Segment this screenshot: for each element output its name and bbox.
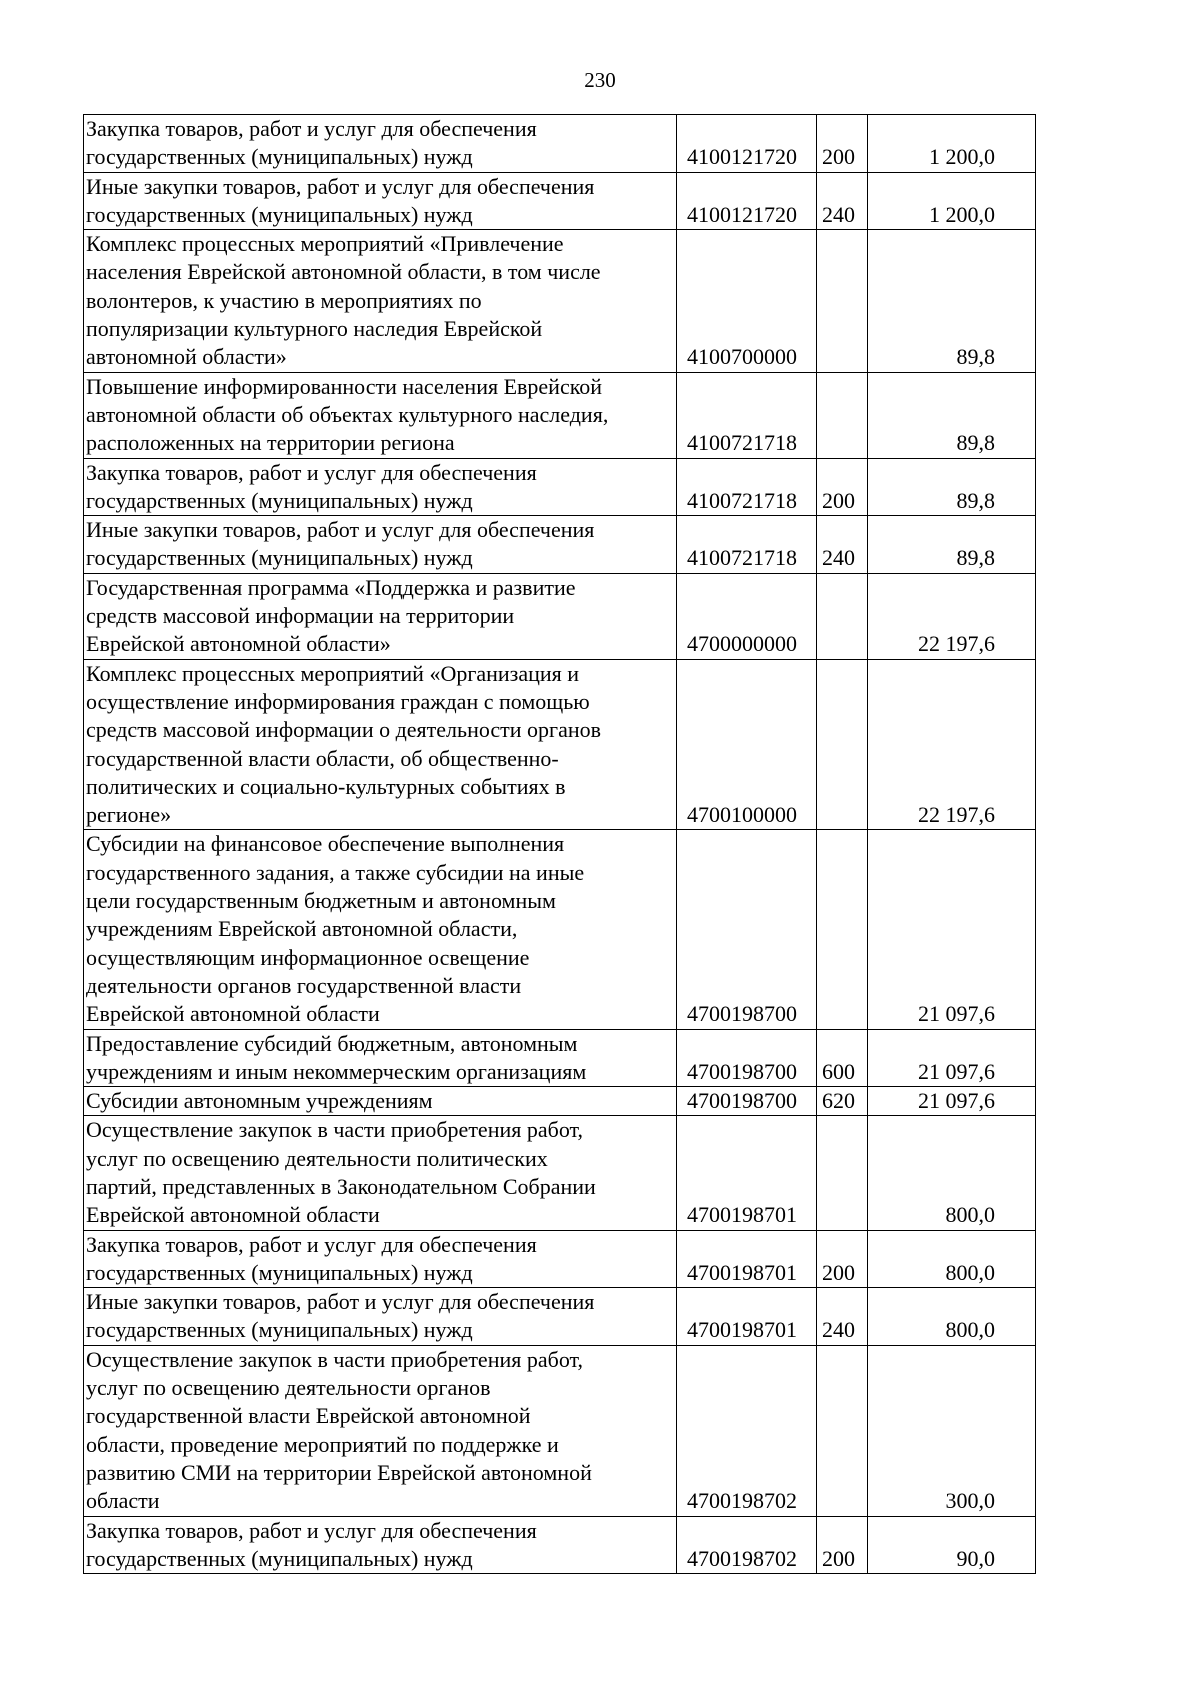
expense-type-cell: 240 xyxy=(817,1288,868,1346)
item-name-cell: Повышение информированности населения Еврейской автономной области об объектах культурного наследия, расположенных на территории региона xyxy=(84,372,677,458)
amount-cell: 21 097,6 xyxy=(868,1029,1036,1087)
target-code-cell: 4700198701 xyxy=(677,1116,817,1230)
amount-cell: 1 200,0 xyxy=(868,172,1036,230)
table-row xyxy=(84,230,1036,372)
item-name-cell: Комплекс процессных мероприятий «Привлечение населения Еврейской автономной области, в том числе волонтеров, к участию в мероприятиях по популяризации культурного наследия Еврейской автономной области» xyxy=(84,230,677,372)
expense-type-cell: 620 xyxy=(817,1087,868,1116)
expense-type-cell xyxy=(817,830,868,1029)
target-code-cell: 4700100000 xyxy=(677,659,817,830)
table-row xyxy=(84,1116,1036,1230)
expense-type-cell: 600 xyxy=(817,1029,868,1087)
target-code-cell: 4700000000 xyxy=(677,573,817,659)
table-row xyxy=(84,516,1036,574)
expense-type-cell: 200 xyxy=(817,458,868,516)
item-name-cell: Осуществление закупок в части приобретения работ, услуг по освещению деятельности органов государственной власти Еврейской автономной области, проведение мероприятий по поддержке и развитию СМИ на территории Еврейской автономной области xyxy=(84,1345,677,1516)
table-row xyxy=(84,830,1036,1029)
table-row xyxy=(84,1029,1036,1087)
item-name-cell: Осуществление закупок в части приобретения работ, услуг по освещению деятельности политических партий, представленных в Законодательном Собрании Еврейской автономной области xyxy=(84,1116,677,1230)
item-name-cell: Иные закупки товаров, работ и услуг для обеспечения государственных (муниципальных) нужд xyxy=(84,1288,677,1346)
table-row xyxy=(84,1087,1036,1116)
item-name-cell: Иные закупки товаров, работ и услуг для обеспечения государственных (муниципальных) нужд xyxy=(84,172,677,230)
budget-table xyxy=(83,114,1036,1574)
expense-type-cell xyxy=(817,1345,868,1516)
table-row xyxy=(84,115,1036,173)
page-number: 230 xyxy=(584,68,616,92)
target-code-cell: 4100700000 xyxy=(677,230,817,372)
target-code-cell: 4700198700 xyxy=(677,1087,817,1116)
item-name-cell: Государственная программа «Поддержка и развитие средств массовой информации на территории Еврейской автономной области» xyxy=(84,573,677,659)
table-row xyxy=(84,659,1036,830)
target-code-cell: 4700198702 xyxy=(677,1516,817,1574)
amount-cell: 21 097,6 xyxy=(868,1087,1036,1116)
item-name-cell: Закупка товаров, работ и услуг для обеспечения государственных (муниципальных) нужд xyxy=(84,115,677,173)
amount-cell: 90,0 xyxy=(868,1516,1036,1574)
item-name-cell: Предоставление субсидий бюджетным, автономным учреждениям и иным некоммерческим организациям xyxy=(84,1029,677,1087)
item-name-cell: Комплекс процессных мероприятий «Организация и осуществление информирования граждан с помощью средств массовой информации о деятельности органов государственной власти области, об общественно- политических и социально-культурных событиях в регионе» xyxy=(84,659,677,830)
expense-type-cell xyxy=(817,659,868,830)
expense-type-cell xyxy=(817,230,868,372)
target-code-cell: 4700198702 xyxy=(677,1345,817,1516)
amount-cell: 22 197,6 xyxy=(868,659,1036,830)
table-row xyxy=(84,458,1036,516)
table-row xyxy=(84,172,1036,230)
expense-type-cell: 200 xyxy=(817,1230,868,1288)
amount-cell: 22 197,6 xyxy=(868,573,1036,659)
expense-type-cell: 200 xyxy=(817,115,868,173)
target-code-cell: 4100121720 xyxy=(677,115,817,173)
table-row xyxy=(84,1516,1036,1574)
budget-table-body xyxy=(84,115,1036,1574)
expense-type-cell xyxy=(817,573,868,659)
expense-type-cell xyxy=(817,1116,868,1230)
target-code-cell: 4100721718 xyxy=(677,458,817,516)
amount-cell: 21 097,6 xyxy=(868,830,1036,1029)
expense-type-cell: 240 xyxy=(817,516,868,574)
table-row xyxy=(84,1345,1036,1516)
amount-cell: 89,8 xyxy=(868,372,1036,458)
item-name-cell: Закупка товаров, работ и услуг для обеспечения государственных (муниципальных) нужд xyxy=(84,1516,677,1574)
item-name-cell: Закупка товаров, работ и услуг для обеспечения государственных (муниципальных) нужд xyxy=(84,458,677,516)
amount-cell: 89,8 xyxy=(868,458,1036,516)
expense-type-cell: 200 xyxy=(817,1516,868,1574)
amount-cell: 800,0 xyxy=(868,1230,1036,1288)
item-name-cell: Иные закупки товаров, работ и услуг для обеспечения государственных (муниципальных) нужд xyxy=(84,516,677,574)
table-row xyxy=(84,1288,1036,1346)
item-name-cell: Субсидии автономным учреждениям xyxy=(84,1087,677,1116)
target-code-cell: 4700198701 xyxy=(677,1230,817,1288)
amount-cell: 300,0 xyxy=(868,1345,1036,1516)
target-code-cell: 4700198700 xyxy=(677,1029,817,1087)
table-row xyxy=(84,1230,1036,1288)
target-code-cell: 4700198700 xyxy=(677,830,817,1029)
target-code-cell: 4100721718 xyxy=(677,372,817,458)
target-code-cell: 4700198701 xyxy=(677,1288,817,1346)
expense-type-cell: 240 xyxy=(817,172,868,230)
expense-type-cell xyxy=(817,372,868,458)
item-name-cell: Закупка товаров, работ и услуг для обеспечения государственных (муниципальных) нужд xyxy=(84,1230,677,1288)
target-code-cell: 4100121720 xyxy=(677,172,817,230)
amount-cell: 800,0 xyxy=(868,1116,1036,1230)
amount-cell: 89,8 xyxy=(868,230,1036,372)
item-name-cell: Субсидии на финансовое обеспечение выполнения государственного задания, а также субсидии на иные цели государственным бюджетным и автономным учреждениям Еврейской автономной области, осуществляющим информационное освещение деятельности органов государственной власти Еврейской автономной области xyxy=(84,830,677,1029)
amount-cell: 800,0 xyxy=(868,1288,1036,1346)
amount-cell: 1 200,0 xyxy=(868,115,1036,173)
table-row xyxy=(84,372,1036,458)
amount-cell: 89,8 xyxy=(868,516,1036,574)
table-row xyxy=(84,573,1036,659)
target-code-cell: 4100721718 xyxy=(677,516,817,574)
